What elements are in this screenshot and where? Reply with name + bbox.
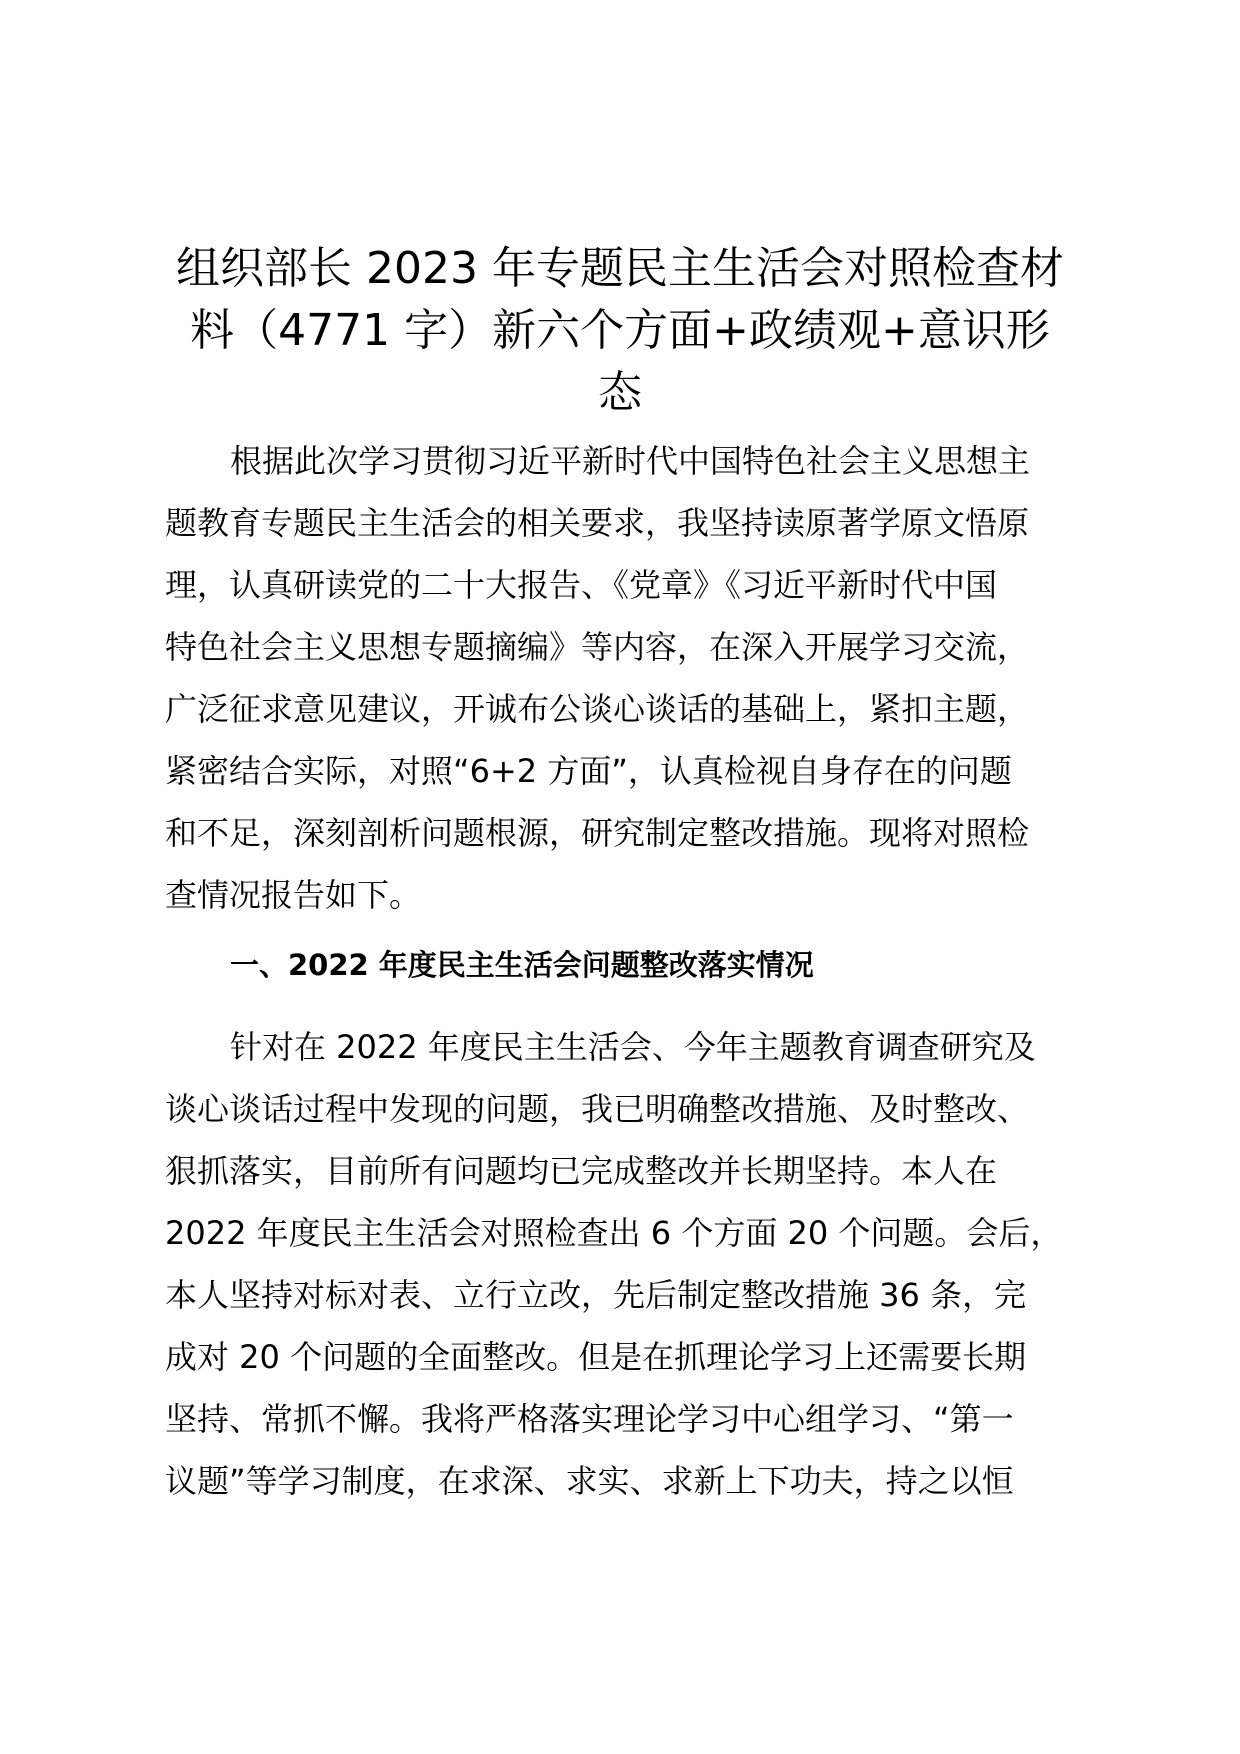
paragraph-line: 2022 年度民主生活会对照检查出 6 个方面 20 个问题。会后， <box>165 1214 1063 1252</box>
paragraph-line: 议题”等学习制度，在求深、求实、求新上下功夫，持之以恒 <box>165 1462 1014 1500</box>
section-paragraph <box>165 1016 1085 1512</box>
paragraph-line: 广泛征求意见建议，开诚布公谈心谈话的基础上，紧扣主题， <box>165 690 1030 728</box>
paragraph-line: 紧密结合实际，对照“6+2 方面”，认真检视自身存在的问题 <box>165 752 1012 790</box>
paragraph-line: 查情况报告如下。 <box>165 876 422 914</box>
title-line: 组织部长 2023 年专题民主生活会对照检查材 <box>176 243 1064 294</box>
paragraph-line: 根据此次学习贯彻习近平新时代中国特色社会主义思想主 <box>230 442 1031 480</box>
paragraph-line: 和不足，深刻剖析问题根源，研究制定整改措施。现将对照检 <box>165 814 1030 852</box>
paragraph-line: 坚持、常抓不懈。我将严格落实理论学习中心组学习、“第一 <box>165 1400 1014 1438</box>
document-title <box>120 238 1120 424</box>
paragraph-line: 谈心谈话过程中发现的问题，我已明确整改措施、及时整改、 <box>165 1090 1030 1128</box>
title-line: 态 <box>598 367 642 418</box>
paragraph-line: 题教育专题民主生活会的相关要求，我坚持读原著学原文悟原 <box>165 504 1030 542</box>
paragraph-line: 成对 20 个问题的全面整改。但是在抓理论学习上还需要长期 <box>165 1338 1027 1376</box>
paragraph-line: 针对在 2022 年度民主生活会、今年主题教育调查研究及 <box>230 1028 1036 1066</box>
paragraph-line: 理，认真研读党的二十大报告、《党章》《习近平新时代中国 <box>165 566 998 604</box>
intro-paragraph <box>165 430 1085 926</box>
paragraph-line: 特色社会主义思想专题摘编》等内容，在深入开展学习交流， <box>165 628 1030 666</box>
section-heading: 一、2022 年度民主生活会问题整改落实情况 <box>230 948 814 982</box>
paragraph-line: 狠抓落实，目前所有问题均已完成整改并长期坚持。本人在 <box>165 1152 998 1190</box>
paragraph-line: 本人坚持对标对表、立行立改，先后制定整改措施 36 条，完 <box>165 1276 1027 1314</box>
title-line: 料（4771 字）新六个方面+政绩观+意识形 <box>190 305 1050 356</box>
